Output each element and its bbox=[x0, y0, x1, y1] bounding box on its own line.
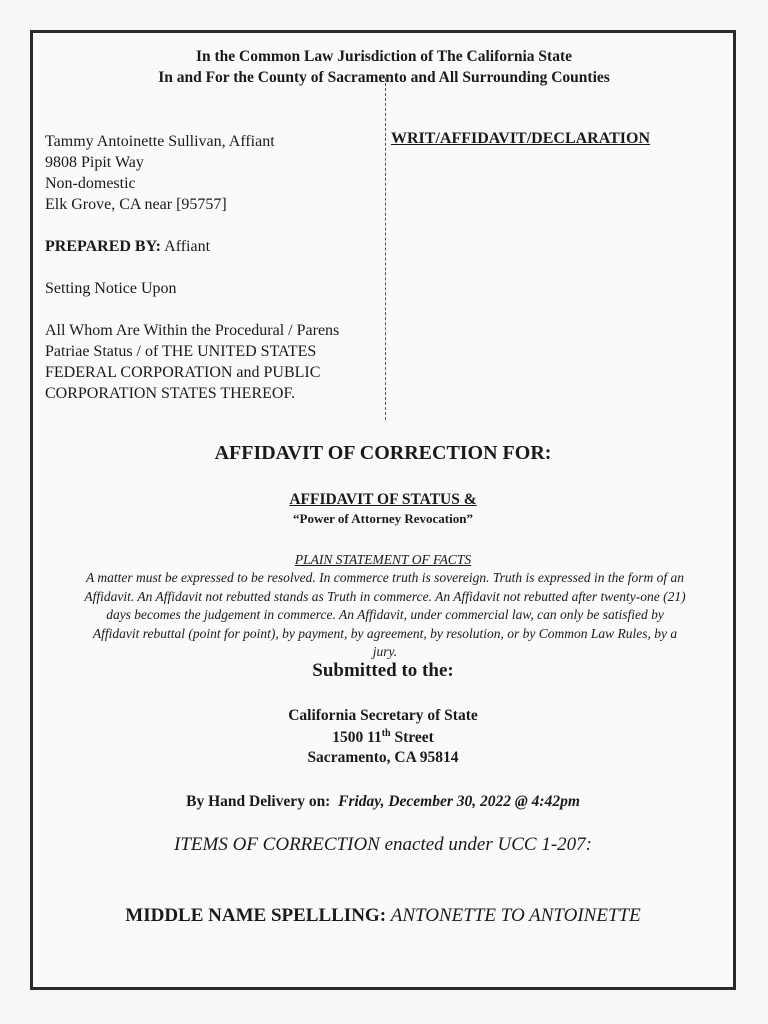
facts-line: days becomes the judgement in commerce. An Affidavit, under commercial law, can only be satisfied by bbox=[106, 607, 664, 622]
delivery-label: By Hand Delivery on: bbox=[186, 793, 331, 810]
facts-line: jury. bbox=[372, 644, 398, 659]
delivery-date: Friday, December 30, 2022 @ 4:42pm bbox=[338, 793, 580, 810]
prepared-by-label: PREPARED BY: bbox=[45, 238, 162, 255]
facts-heading: PLAIN STATEMENT OF FACTS bbox=[294, 552, 472, 567]
prepared-by bbox=[45, 236, 210, 257]
notice-recipients bbox=[45, 320, 339, 404]
jurisdiction-line-2: In and For the County of Sacramento and All Surrounding Counties bbox=[158, 69, 610, 86]
affiant-address-line: Non-domestic bbox=[45, 175, 136, 192]
prepared-by-value: Affiant bbox=[161, 238, 211, 255]
setting-notice: Setting Notice Upon bbox=[45, 280, 177, 297]
notice-line: All Whom Are Within the Procedural / Parens bbox=[45, 322, 340, 339]
notice-line: FEDERAL CORPORATION and PUBLIC bbox=[45, 364, 321, 381]
status-title: AFFIDAVIT OF STATUS & bbox=[289, 491, 477, 508]
middle-name-correction bbox=[30, 905, 736, 927]
ordinal-suffix: th bbox=[381, 728, 391, 739]
correction-label: MIDDLE NAME SPELLLING: bbox=[125, 905, 387, 926]
column-divider bbox=[385, 78, 386, 420]
facts-paragraph bbox=[45, 569, 725, 662]
recipient-street bbox=[30, 728, 736, 747]
facts-line: A matter must be expressed to be resolved. In commerce truth is sovereign. Truth is expressed in the form of an bbox=[86, 570, 684, 585]
notice-line: CORPORATION STATES THEREOF. bbox=[45, 385, 296, 402]
facts-line: Affidavit rebuttal (point for point), by payment, by agreement, by resolution, or by Common Law Rules, by a bbox=[92, 625, 678, 641]
main-title: AFFIDAVIT OF CORRECTION FOR: bbox=[214, 442, 552, 464]
affiant-address-line: 9808 Pipit Way bbox=[45, 154, 144, 171]
street-name: Street bbox=[390, 729, 434, 747]
submitted-heading: Submitted to the: bbox=[312, 660, 454, 681]
affiant-name: Tammy Antoinette Sullivan, Affiant bbox=[45, 133, 275, 150]
street-number: 1500 11 bbox=[332, 729, 382, 747]
correction-value: ANTONETTE TO ANTOINETTE bbox=[390, 905, 641, 926]
delivery-line bbox=[30, 793, 736, 811]
status-subtitle: “Power of Attorney Revocation” bbox=[293, 511, 473, 526]
jurisdiction-line-1: In the Common Law Jurisdiction of The California State bbox=[195, 48, 573, 65]
writ-title: WRIT/AFFIDAVIT/DECLARATION bbox=[391, 130, 650, 147]
affiant-address-line: Elk Grove, CA near [95757] bbox=[45, 196, 227, 213]
affiant-address-block bbox=[45, 131, 275, 215]
items-heading: ITEMS OF CORRECTION enacted under UCC 1-207: bbox=[174, 834, 592, 855]
recipient-city: Sacramento, CA 95814 bbox=[307, 749, 459, 766]
notice-line: Patriae Status / of THE UNITED STATES bbox=[45, 343, 317, 360]
facts-line: Affidavit. An Affidavit not rebutted stands as Truth in commerce. An Affidavit not rebutted after twenty-one (21) bbox=[84, 588, 686, 604]
recipient-office: California Secretary of State bbox=[288, 707, 478, 724]
